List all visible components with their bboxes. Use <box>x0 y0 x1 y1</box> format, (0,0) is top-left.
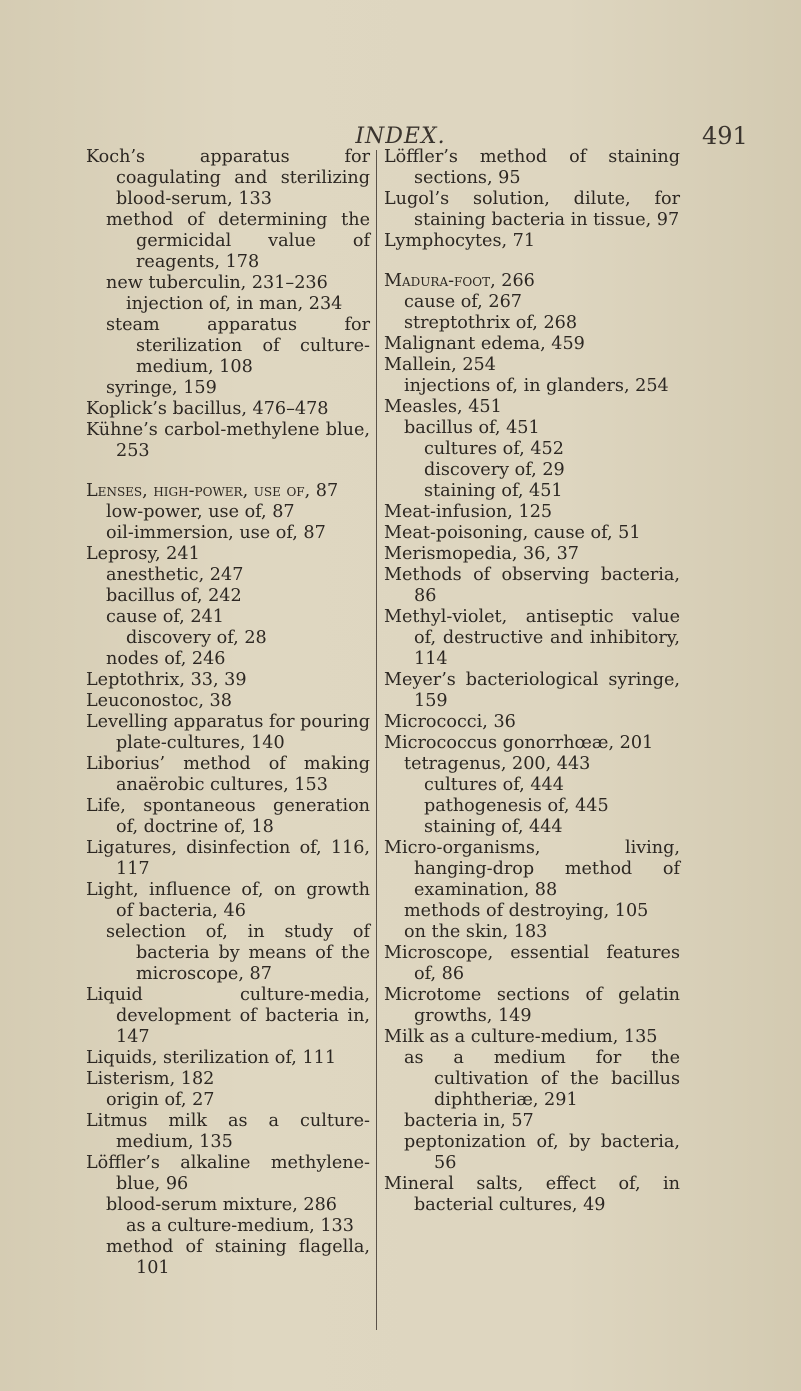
index-entry: Litmus milk as a culture-medium, 135 <box>86 1111 370 1152</box>
index-entry: method of staining flagella, 101 <box>106 1237 370 1278</box>
index-entry: discovery of, 28 <box>126 628 267 648</box>
index-entry: Methyl-violet, antiseptic value of, destructive and inhibitory, 114 <box>384 607 680 669</box>
index-entry: staining of, 451 <box>424 481 563 501</box>
page-number: 491 <box>702 122 748 150</box>
index-entry: pathogenesis of, 445 <box>424 796 609 816</box>
index-entry: oil-immersion, use of, 87 <box>106 523 326 543</box>
index-entry: Koplick’s bacillus, 476–478 <box>86 399 329 419</box>
index-entry: Microtome sections of gelatin growths, 149 <box>384 985 680 1026</box>
index-entry: discovery of, 29 <box>424 460 565 480</box>
index-column-right <box>384 147 680 1216</box>
index-entry: Light, influence of, on growth of bacteria, 46 <box>86 880 370 921</box>
index-entry: Micrococci, 36 <box>384 712 516 732</box>
index-entry: as a culture-medium, 133 <box>126 1216 354 1236</box>
index-entry: cultures of, 444 <box>424 775 564 795</box>
column-divider <box>376 150 377 1330</box>
index-entry: Liquids, sterilization of, 111 <box>86 1048 337 1068</box>
index-entry: Löffler’s alkaline methylene-blue, 96 <box>86 1153 370 1194</box>
index-entry: injections of, in glanders, 254 <box>404 376 669 396</box>
index-entry: Kühne’s carbol-methylene blue, 253 <box>86 420 370 461</box>
index-entry: Meat-infusion, 125 <box>384 502 553 522</box>
index-entry: origin of, 27 <box>106 1090 215 1110</box>
index-entry: Levelling apparatus for pouring plate-cultures, 140 <box>86 712 370 753</box>
index-entry: nodes of, 246 <box>106 649 226 669</box>
index-entry: Koch’s apparatus for coagulating and sterilizing blood-serum, 133 <box>86 147 370 209</box>
index-column-left <box>86 147 370 1279</box>
index-entry: anesthetic, 247 <box>106 565 244 585</box>
index-entry: Ligatures, disinfection of, 116, 117 <box>86 838 370 879</box>
index-entry: low-power, use of, 87 <box>106 502 295 522</box>
index-entry: Liquid culture-media, development of bacteria in, 147 <box>86 985 370 1047</box>
index-entry: Methods of observing bacteria, 86 <box>384 565 680 606</box>
index-entry: Microscope, essential features of, 86 <box>384 943 680 984</box>
index-entry: new tuberculin, 231–236 <box>106 273 328 293</box>
index-entry: cause of, 267 <box>404 292 522 312</box>
index-entry: as a medium for the cultivation of the bacillus diphtheriæ, 291 <box>404 1048 680 1110</box>
index-entry: steam apparatus for sterilization of culture-medium, 108 <box>106 315 370 377</box>
index-entry: syringe, 159 <box>106 378 217 398</box>
index-entry: Meat-poisoning, cause of, 51 <box>384 523 641 543</box>
index-entry: selection of, in study of bacteria by means of the microscope, 87 <box>106 922 370 984</box>
index-entry: Leuconostoc, 38 <box>86 691 232 711</box>
index-entry: tetragenus, 200, 443 <box>404 754 591 774</box>
index-entry: Merismopedia, 36, 37 <box>384 544 579 564</box>
index-entry: bacteria in, 57 <box>404 1111 534 1131</box>
index-entry: Leprosy, 241 <box>86 544 200 564</box>
index-entry: streptothrix of, 268 <box>404 313 578 333</box>
index-entry: method of determining the germicidal value of reagents, 178 <box>106 210 370 272</box>
index-entry: Leptothrix, 33, 39 <box>86 670 247 690</box>
index-entry: Milk as a culture-medium, 135 <box>384 1027 658 1047</box>
index-entry: methods of destroying, 105 <box>404 901 649 921</box>
index-entry: Listerism, 182 <box>86 1069 215 1089</box>
index-entry: Measles, 451 <box>384 397 502 417</box>
index-entry: Meyer’s bacteriological syringe, 159 <box>384 670 680 711</box>
index-entry: Liborius’ method of making anaërobic cultures, 153 <box>86 754 370 795</box>
index-entry: bacillus of, 242 <box>106 586 242 606</box>
index-entry: Mineral salts, effect of, in bacterial cultures, 49 <box>384 1174 680 1215</box>
running-header-title: INDEX. <box>355 124 446 149</box>
index-entry: Life, spontaneous generation of, doctrine of, 18 <box>86 796 370 837</box>
index-entry: Lugol’s solution, dilute, for staining bacteria in tissue, 97 <box>384 189 680 230</box>
index-entry: Lenses, high-power, use of, 87 <box>86 481 339 501</box>
index-entry: staining of, 444 <box>424 817 563 837</box>
index-entry: Madura-foot, 266 <box>384 271 535 291</box>
index-entry: bacillus of, 451 <box>404 418 540 438</box>
index-entry: Micro-organisms, living, hanging-drop method of examination, 88 <box>384 838 680 900</box>
index-entry: Lymphocytes, 71 <box>384 231 536 251</box>
index-entry: blood-serum mixture, 286 <box>106 1195 337 1215</box>
index-entry: Löffler’s method of staining sections, 95 <box>384 147 680 188</box>
index-entry: Micrococcus gonorrhœæ, 201 <box>384 733 654 753</box>
index-entry: peptonization of, by bacteria, 56 <box>404 1132 680 1173</box>
index-entry: cause of, 241 <box>106 607 224 627</box>
index-entry: injection of, in man, 234 <box>126 294 343 314</box>
index-entry: Malignant edema, 459 <box>384 334 585 354</box>
index-entry: cultures of, 452 <box>424 439 564 459</box>
index-entry: Mallein, 254 <box>384 355 496 375</box>
index-entry: on the skin, 183 <box>404 922 548 942</box>
